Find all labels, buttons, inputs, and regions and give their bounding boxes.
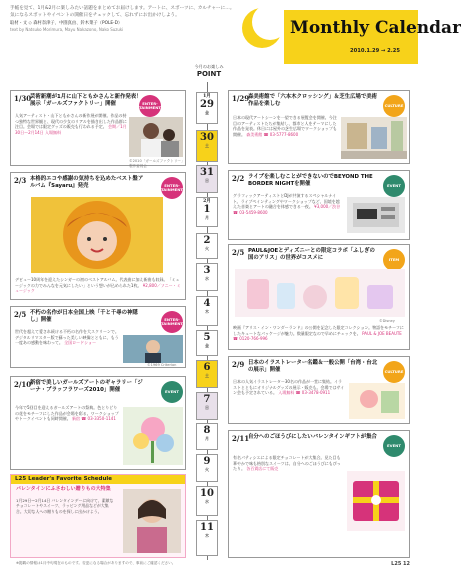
- article-body-text: 世代を超えて愛され続ける不朽の名作を大スクリーンで。デジタルリマスター版で蘇った美しい映像とともに、もう一度あの感動を味わって。: [15, 329, 119, 346]
- article-card-9: [228, 430, 410, 558]
- category-badge: CULTURE: [383, 361, 405, 383]
- timeline-day: [196, 296, 218, 326]
- timeline-day-number: 6: [203, 362, 211, 373]
- article-body: [15, 277, 183, 294]
- article-card-8: [10, 376, 186, 470]
- timeline-weekday: 木: [205, 309, 209, 314]
- article-tail: 各百貨店にて販売: [246, 466, 279, 472]
- timeline-day: [196, 360, 218, 388]
- timeline-day-number: 30: [200, 132, 214, 143]
- illustration-photo: [349, 383, 405, 419]
- article-headline: 日本のイラストレーター名鑑＆一般公開「台湾・台北の展示」開催: [248, 360, 378, 373]
- category-badge: ITEM: [383, 249, 405, 271]
- timeline-day: [196, 520, 218, 556]
- timeline-day-number: 5: [203, 332, 211, 343]
- timeline-day: [196, 165, 218, 193]
- credit-en: text by Natsuko Morimura, Mayu Nakazono, Nako Suzuki: [10, 27, 124, 33]
- leader-body: 1月29日〜2月14日 バレンタインデーに向けて、素敵なチョコレートやスイーツ、ラッピング用品などが大集合。大切な人への贈りものを探しに出かけよう。: [16, 498, 114, 514]
- timeline-day: [196, 130, 218, 162]
- article-body: [233, 325, 405, 342]
- moon-icon: [240, 6, 284, 50]
- header-title-block: [240, 4, 461, 66]
- category-badge: ENTER-TAINMENT: [139, 95, 161, 117]
- timeline-weekday: 土: [205, 143, 209, 148]
- article-body: [15, 113, 127, 135]
- article-card-4: [228, 170, 410, 240]
- timeline-day: [196, 263, 218, 291]
- article-tail: ¥3,000／渋谷 ☎ 03-5459-8600: [233, 204, 341, 215]
- flower-art-photo: [123, 407, 183, 465]
- category-badge: EVENT: [161, 381, 183, 403]
- timeline-weekday: 日: [205, 178, 209, 183]
- timeline-day-number: 1: [203, 204, 211, 215]
- timeline-day-number: 7: [203, 394, 211, 405]
- category-badge: ENTER-TAINMENT: [161, 311, 183, 333]
- article-body-text: デビュー10周年を迎えたシンガーの初のベストアルバム。代表曲に加え新曲も収録。「ミュージックの力でみんなを元気にしたい」という想いが込められた1枚。: [15, 277, 180, 288]
- timeline-day-number: 2: [203, 235, 211, 246]
- date-range: 2010.1.29 → 2.25: [350, 48, 400, 54]
- timeline-day-number: 29: [200, 99, 214, 110]
- intro-text: 手帳を見て、1月&2月に楽しみたい話題をまとめてお届けします。アートに、スポーツに、カルチャーに…。気になるスポットやイベントの開催日をチェックして、忘れずにお出かけしよう。: [10, 6, 235, 18]
- timeline-weekday: 水: [205, 276, 209, 281]
- timeline-day-number: 3: [203, 265, 211, 276]
- article-date: 2/2: [232, 174, 245, 183]
- article-body-text: 映画『アリス・イン・ワンダーランド』の公開を記念した限定コレクション。物語をモチーフにしたキュートなパッケージが魅力。数量限定なので早めにチェックを。: [233, 325, 404, 336]
- credit-ja: 取材・文 ◇ 森村奈津子、中園真由、鈴木菜子（POLE-D）: [10, 21, 123, 27]
- article-date: 2/3: [14, 176, 27, 185]
- timeline-day: [196, 233, 218, 259]
- article-headline: PAUL&JOEとディズニーとの限定コラボ「ふしぎの国のアリス」の世界がコスメに: [248, 248, 375, 261]
- gallery-photo: [341, 117, 407, 159]
- category-badge: CULTURE: [383, 95, 405, 117]
- article-tail: 全国ロードショー: [64, 340, 97, 346]
- timeline-day: [196, 330, 218, 356]
- article-body-text: 人気アーティスト・山下ともかさんの新作展が開催。作品の持つ独特な世界観と、現代の少女のリアルを描き出した作品群に注目。会場では限定グッズの販売も行われる予定。: [15, 113, 127, 130]
- timeline-day-number: 8: [203, 425, 211, 436]
- article-body: [15, 405, 119, 422]
- timeline-day: [196, 392, 218, 420]
- article-tail: ¥2,800／ソニー・ミュージック: [15, 282, 181, 294]
- article-date: 1/29: [232, 94, 250, 103]
- article-headline: 自分へのごほうびにしたいバレンタインギフトが集合: [248, 434, 377, 440]
- article-tail: 入場無料 ☎ 03-3478-0911: [278, 390, 331, 396]
- timeline-month: 2月: [203, 199, 211, 204]
- timeline-weekday: 金: [205, 343, 209, 348]
- article-body: [233, 455, 343, 472]
- article-body: [233, 115, 337, 137]
- article-body: [15, 329, 119, 346]
- timeline-weekday: 土: [205, 373, 209, 378]
- timeline-day-number: 10: [200, 488, 214, 499]
- timeline-day: [196, 423, 218, 450]
- film-still-photo: [123, 335, 183, 363]
- article-headline: 本格的エコや感謝の気持ちを込めたベスト盤アルバム『Sayaru』発売: [30, 176, 144, 189]
- article-headline: 芸術新潮が1月に山下ともかさんと新作発表！展示「ガールズファクトリー」開催: [30, 94, 142, 107]
- leader-schedule-box: [10, 474, 186, 558]
- photo-caption: ©Disney: [379, 319, 395, 323]
- timeline-day: [196, 92, 218, 124]
- cosmetics-photo: [235, 269, 405, 317]
- article-body-text: 日本の人気イラストレーター30名の作品が一堂に集結。イラストとともにオリジナルグッズの展示・販売も。会場ではサイン会も予定されている。: [233, 379, 345, 396]
- category-badge: EVENT: [383, 175, 405, 197]
- timeline-weekday: 水: [205, 499, 209, 504]
- article-card-6: [10, 306, 186, 368]
- timeline-day: [196, 486, 218, 516]
- article-body-text: グラフィックアーティストとDJが共演するスペシャルナイト。ライブペインティングやワークショップなど、国境を越えた音楽とアートの融合を体感できる一夜。: [233, 193, 340, 210]
- category-badge: EVENT: [383, 435, 405, 457]
- article-body: [233, 379, 345, 396]
- album-cover-photo: [31, 197, 163, 273]
- article-headline: ライブを楽しむことができないのでBEYOND THE BORDER NIGHTを開催: [248, 174, 373, 187]
- photo-caption: ©2010「ガールズファクトリー」製作委員会: [129, 159, 185, 168]
- event-flyer: [347, 197, 405, 233]
- article-date: 2/10: [14, 380, 32, 389]
- article-tail: PAUL & JOE BEAUTE ☎ 0120-766-996: [233, 330, 402, 342]
- timeline-weekday: 月: [205, 436, 209, 441]
- article-body-text: 日本の現代アートシーンを一望できる展覧会を開催。今注目のアーティストたちが集結し、都市と人をテーマにした作品を発表。休日には屋外の芝生広場でワークショップも開催。: [233, 115, 337, 137]
- article-body-text: 有名パティシエによる限定チョコレートが大集合。見た目も華やかで味も格別なスイーツは、自分へのごほうびにもぴったり。: [233, 455, 341, 472]
- article-date: 2/5: [232, 248, 245, 257]
- title-banner: [284, 10, 461, 64]
- article-card-1: [10, 90, 186, 166]
- timeline-point: POINT: [196, 70, 222, 78]
- article-body: [233, 193, 343, 215]
- leader-photo: [123, 489, 181, 553]
- article-date: 1/30: [14, 94, 32, 103]
- timeline-day-number: 4: [203, 298, 211, 309]
- header-intro-block: [10, 6, 238, 64]
- article-headline: 不朽の名作が日本全国上映「千と千尋の神隠し」開催: [30, 310, 138, 323]
- timeline-day-number: 31: [200, 167, 214, 178]
- timeline-weekday: 火: [205, 246, 209, 251]
- timeline-weekday: 月: [205, 215, 209, 220]
- leader-title: バレンタインにふさわしい贈りもの大特集: [16, 486, 111, 492]
- article-tail: 森美術館 ☎ 03-5777-8600: [246, 131, 299, 137]
- article-card-7: [228, 356, 410, 424]
- article-date: 2/9: [232, 360, 245, 369]
- page-number: L25 12: [391, 561, 410, 567]
- article-card-2: [228, 90, 410, 164]
- article-tail: 新宿 ☎ 03-3350-1141: [72, 416, 116, 422]
- timeline-day-number: 9: [203, 456, 211, 467]
- article-tail: 会期／1月30日〜2月14日 入場無料: [15, 124, 127, 135]
- article-headline: 森美術館で「六本木クロッシング」＆芝生広場で美術作品を楽しむ: [248, 94, 378, 107]
- movie-photo: [129, 117, 183, 157]
- article-date: 2/11: [232, 434, 250, 443]
- article-card-5: [228, 244, 410, 350]
- timeline-weekday: 金: [205, 110, 209, 115]
- timeline-day: [196, 197, 218, 227]
- timeline-day: [196, 454, 218, 482]
- article-headline: 新宿で美しいガールズアートのギャラリー「ジーナ・ブラッフラワーズ2010」開催: [30, 380, 143, 393]
- timeline-month: 1月: [203, 94, 211, 99]
- timeline-weekday: 木: [205, 533, 209, 538]
- timeline-label: 今月のお楽しみ: [194, 64, 224, 69]
- article-date: 2/5: [14, 310, 27, 319]
- footnote: ※掲載の情報は1月中旬現在のものです。変更になる場合がありますので、事前にご確認ください。: [16, 561, 176, 565]
- category-badge: ENTER-TAINMENT: [161, 177, 183, 199]
- timeline-weekday: 火: [205, 467, 209, 472]
- article-card-3: [10, 172, 186, 300]
- photo-caption: ©1969 Criterion: [147, 363, 177, 367]
- page-title: Monthly Calendar: [290, 18, 461, 38]
- timeline-weekday: 日: [205, 405, 209, 410]
- timeline-day-number: 11: [200, 522, 214, 533]
- chocolate-gift-photo: [347, 471, 405, 531]
- article-body-text: 今年で5回目を迎えるガールズアートの祭典。色とりどりの花をモチーフにした作品が会場を彩る。ワークショップやトークイベントも同時開催。: [15, 405, 119, 422]
- leader-heading: L25 Leader's Favorite Schedule: [11, 475, 185, 484]
